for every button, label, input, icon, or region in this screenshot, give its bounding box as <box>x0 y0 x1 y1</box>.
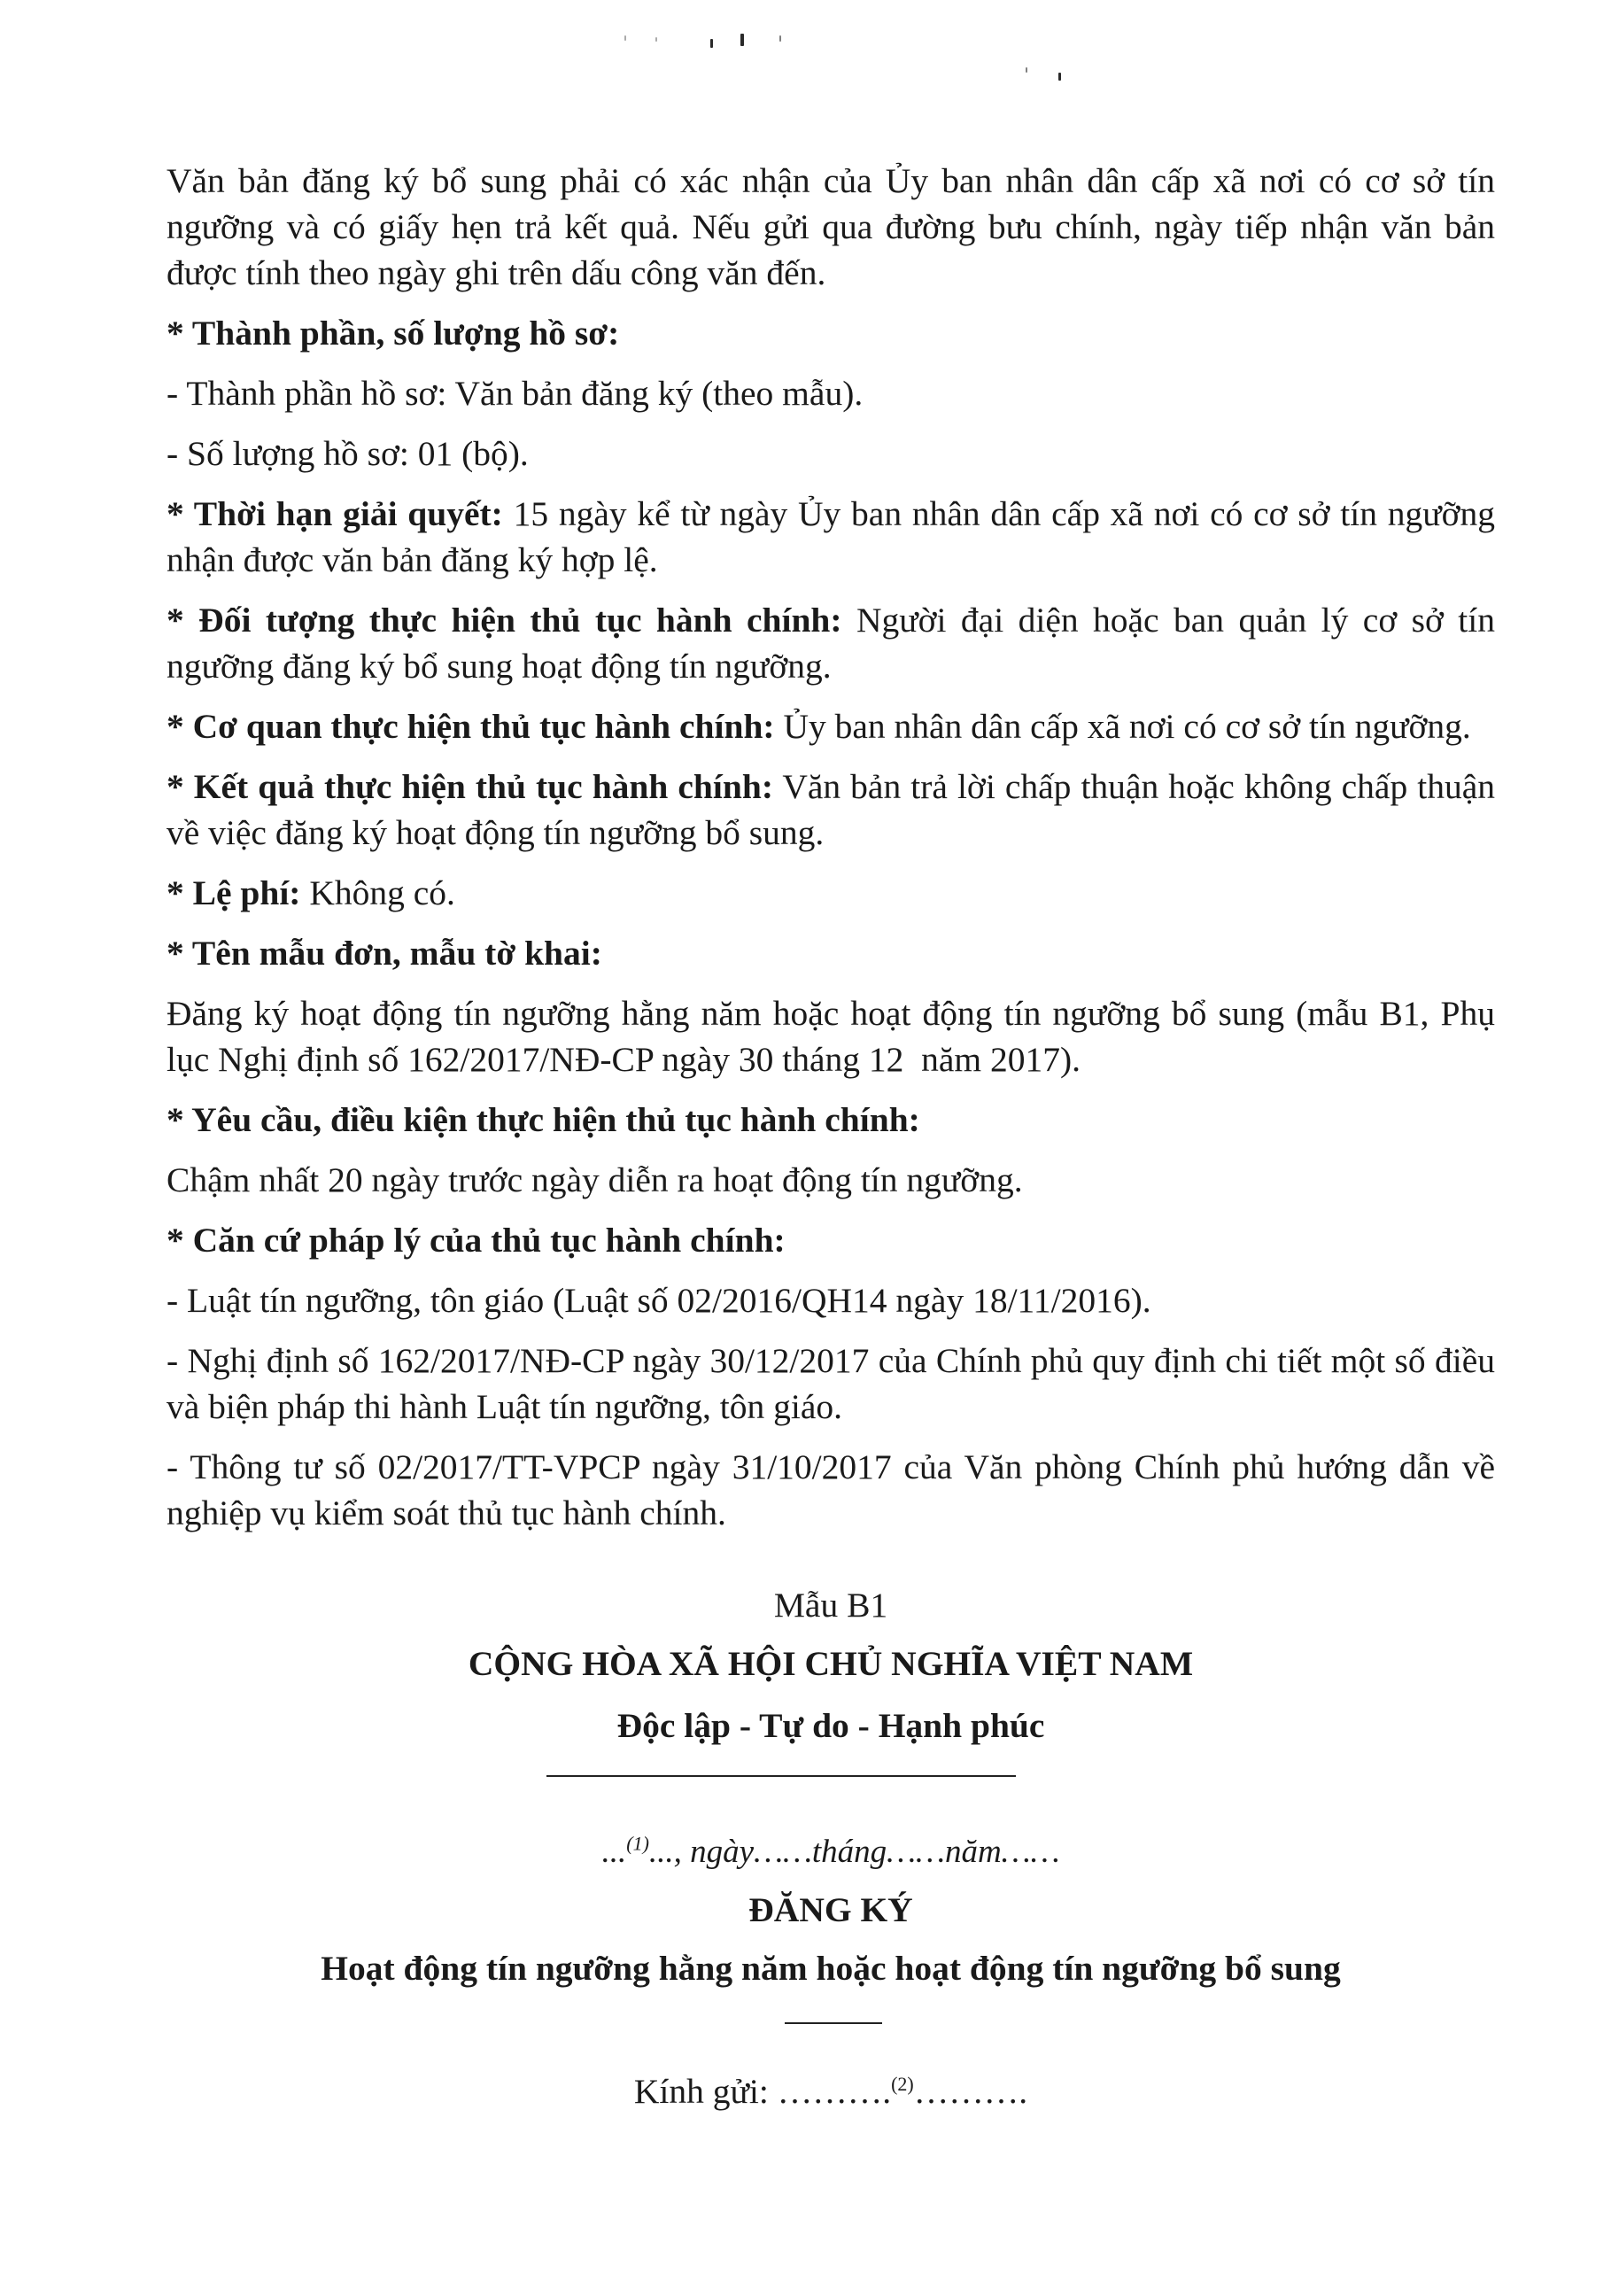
heading-dossier: * Thành phần, số lượng hồ sơ: <box>167 314 620 353</box>
motto-underline <box>546 1775 1016 1777</box>
scan-speck <box>1026 67 1027 73</box>
paragraph-legal-circular: - Thông tư số 02/2017/TT-VPCP ngày 31/10/2017 của Văn phòng Chính phủ hướng dẫn về nghiệp vụ kiểm soát thủ tục hành chính. <box>167 1447 1495 1532</box>
form-template-label: Mẫu B1 <box>773 1586 888 1625</box>
paragraph-form-name: Đăng ký hoạt động tín ngưỡng hằng năm hoặc hoạt động tín ngưỡng bổ sung (mẫu B1, Phụ lục Nghị định số 162/2017/NĐ-CP ngày 30 tháng 12 năm 2017). <box>167 994 1504 1079</box>
date-line-text: ..., ngày……tháng……năm…… <box>648 1834 1060 1870</box>
heading-requirements: * Yêu cầu, điều kiện thực hiện thủ tục hành chính: <box>167 1100 920 1139</box>
scan-speck <box>624 35 626 41</box>
footnote-marker-2: (2) <box>891 2072 914 2095</box>
paragraph-dossier-quantity: - Số lượng hồ sơ: 01 (bộ). <box>167 434 529 473</box>
scan-speck <box>710 39 713 48</box>
footnote-marker-1: (1) <box>626 1832 649 1855</box>
form-title: ĐĂNG KÝ <box>748 1890 913 1929</box>
paragraph-result: * Kết quả thực hiện thủ tục hành chính: Văn bản trả lời chấp thuận hoặc không chấp thuận về việc đăng ký hoạt động tín ngưỡng bổ sung. <box>167 767 1496 852</box>
scan-speck <box>779 35 781 42</box>
paragraph-legal-decree: - Nghị định số 162/2017/NĐ-CP ngày 30/12/2017 của Chính phủ quy định chi tiết một số điều và biện pháp thi hành Luật tín ngưỡng, tôn giáo. <box>167 1341 1495 1426</box>
recipient-label: Kính gửi: ………. <box>633 2072 892 2111</box>
document-body <box>167 158 1504 1536</box>
subtitle-underline <box>785 2022 882 2024</box>
heading-legal-basis: * Căn cứ pháp lý của thủ tục hành chính: <box>167 1221 786 1260</box>
national-title: CỘNG HÒA XÃ HỘI CHỦ NGHĨA VIỆT NAM <box>468 1644 1194 1683</box>
form-subtitle: Hoạt động tín ngưỡng hằng năm hoặc hoạt động tín ngưỡng bổ sung <box>321 1949 1341 1988</box>
heading-form-name: * Tên mẫu đơn, mẫu tờ khai: <box>167 934 602 973</box>
scan-speck <box>1058 73 1061 81</box>
paragraph-time-limit: * Thời hạn giải quyết: 15 ngày kể từ ngày Ủy ban nhân dân cấp xã nơi có cơ sở tín ngưỡng nhận được văn bản đăng ký hợp lệ. <box>167 494 1495 579</box>
paragraph-subjects: * Đối tượng thực hiện thủ tục hành chính: Người đại diện hoặc ban quản lý cơ sở tín ngưỡng đăng ký bổ sung hoạt động tín ngưỡng. <box>167 601 1495 686</box>
paragraph-intro: Văn bản đăng ký bổ sung phải có xác nhận của Ủy ban nhân dân cấp xã nơi có cơ sở tín ngưỡng và có giấy hẹn trả kết quả. Nếu gửi qua đường bưu chính, ngày tiếp nhận văn bản được tính theo ngày ghi trên dấu công văn đến. <box>167 161 1495 292</box>
national-motto: Độc lập - Tự do - Hạnh phúc <box>616 1706 1045 1745</box>
date-line-prefix: ... <box>601 1834 627 1870</box>
scan-speck <box>655 37 657 42</box>
date-line <box>167 1830 1495 1874</box>
paragraph-fee: * Lệ phí: Không có. <box>167 873 455 912</box>
scan-speck <box>740 34 744 46</box>
paragraph-requirements: Chậm nhất 20 ngày trước ngày diễn ra hoạt động tín ngưỡng. <box>167 1160 1023 1199</box>
paragraph-dossier-components: - Thành phần hồ sơ: Văn bản đăng ký (theo mẫu). <box>167 374 864 413</box>
recipient-line <box>167 2068 1495 2114</box>
recipient-tail: ………. <box>913 2072 1028 2111</box>
paragraph-legal-law: - Luật tín ngưỡng, tôn giáo (Luật số 02/2016/QH14 ngày 18/11/2016). <box>167 1281 1151 1320</box>
paragraph-agency: * Cơ quan thực hiện thủ tục hành chính: Ủy ban nhân dân cấp xã nơi có cơ sở tín ngưỡng. <box>167 707 1471 746</box>
